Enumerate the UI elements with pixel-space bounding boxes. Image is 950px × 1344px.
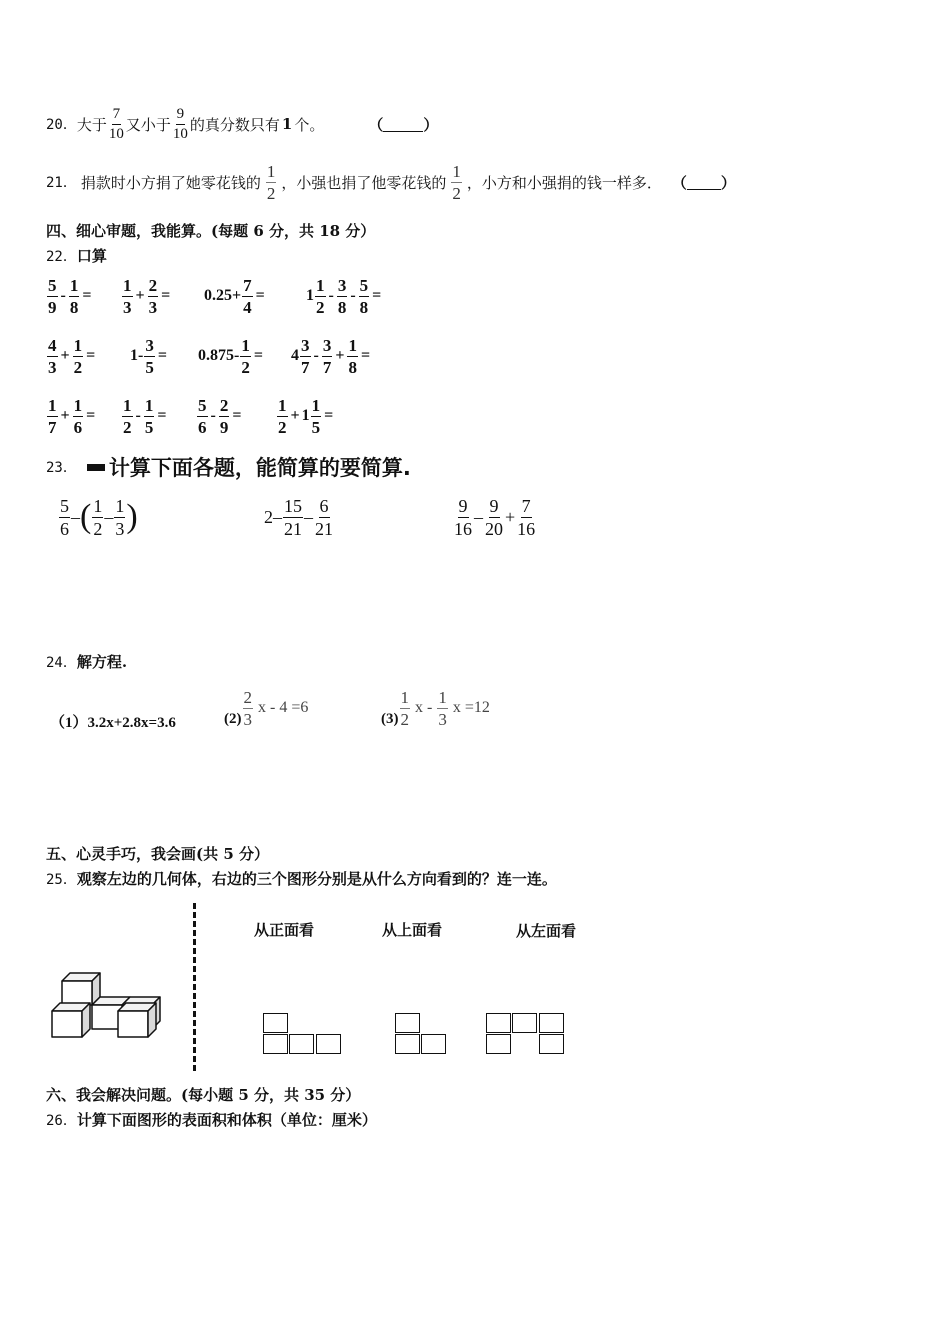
answer-blank[interactable] bbox=[687, 175, 721, 190]
fraction: $\frac{1}{2}$ bbox=[73, 335, 83, 377]
q22-number: 22． bbox=[46, 249, 77, 265]
fraction: $\frac{4}{3}$ bbox=[48, 335, 57, 377]
q21-text-1: 捐款时小方捐了她零花钱的 bbox=[80, 173, 261, 192]
calc-item: 1 $\frac{1}{2}$ - $\frac{3}{8}$ - $\frac{5}{8}$ = bbox=[306, 275, 382, 317]
marker-icon bbox=[87, 464, 105, 471]
q21-text-3: ，小方和小强捐的钱一样多． bbox=[466, 173, 662, 192]
section-4-title: 四、细心审题，我能算。(每题 6 分，共 18 分） bbox=[46, 222, 376, 240]
fraction: $\frac{1}{3}$ bbox=[115, 495, 125, 539]
calc-row-2 bbox=[46, 332, 426, 380]
equation-1: （1）3.2x+2.8x=3.6 bbox=[50, 715, 176, 731]
answer-paren-open: （ bbox=[671, 173, 687, 192]
calc-item: $\frac{1}{3}$ + $\frac{2}{3}$ = bbox=[123, 275, 171, 317]
q21-number: 21． bbox=[46, 175, 77, 191]
fraction: $\frac{1}{7}$ bbox=[48, 395, 57, 437]
fraction: $\frac{1}{3}$ bbox=[438, 687, 447, 729]
fraction: $\frac{15}{21}$ bbox=[284, 495, 302, 539]
fraction: $\frac{1}{5}$ bbox=[311, 395, 321, 437]
q20-text-1: 大于 bbox=[76, 115, 107, 134]
fraction: $\frac{5}{9}$ bbox=[48, 275, 57, 317]
fraction: $\frac{1}{6}$ bbox=[73, 395, 83, 437]
q24-title: 解方程. bbox=[76, 653, 128, 671]
fraction: $\frac{1}{2}$ bbox=[452, 161, 461, 203]
fraction: $\frac{1}{8}$ bbox=[69, 275, 79, 317]
view-shape-2[interactable] bbox=[395, 1013, 449, 1057]
fraction: $\frac{3}{8}$ bbox=[337, 275, 347, 317]
fraction: $\frac{5}{6}$ bbox=[198, 395, 207, 437]
answer-paren-close: ） bbox=[720, 173, 736, 192]
q21-text-2: ，小强也捐了他零花钱的 bbox=[281, 173, 447, 192]
view-label-left: 从左面看 bbox=[516, 922, 577, 940]
calc-item: 1- $\frac{3}{5}$ = bbox=[130, 335, 167, 377]
q23-expr-3: $\frac{9}{16}$ – $\frac{9}{20}$ + $\frac{7}{16}$ bbox=[454, 495, 536, 539]
fraction: $\frac{1}{2}$ bbox=[123, 395, 132, 437]
view-label-top: 从上面看 bbox=[382, 921, 443, 939]
fraction: $\frac{1}{5}$ bbox=[144, 395, 154, 437]
fraction: $\frac{3}{7}$ bbox=[301, 335, 310, 377]
view-shape-3[interactable] bbox=[486, 1013, 566, 1057]
q21-line bbox=[46, 156, 736, 208]
fraction: $\frac{7}{4}$ bbox=[243, 275, 252, 317]
calc-item: $\frac{4}{3}$ + $\frac{1}{2}$ = bbox=[48, 335, 96, 377]
calc-item: $\frac{1}{2}$ - $\frac{1}{5}$ = bbox=[123, 395, 167, 437]
q25-text: 观察左边的几何体，右边的三个图形分别是从什么方向看到的？连一连。 bbox=[76, 870, 557, 888]
q20-text-2: 又小于 bbox=[125, 115, 171, 134]
view-label-front: 从正面看 bbox=[254, 921, 315, 939]
equation-2-rest: x - 4 =6 bbox=[258, 699, 309, 716]
calc-item: $\frac{1}{7}$ + $\frac{1}{6}$ = bbox=[48, 395, 96, 437]
fraction: $\frac{9}{16}$ bbox=[454, 495, 472, 539]
equation-3: (3) $\frac{1}{2}$ x - $\frac{1}{3}$ x =12 bbox=[381, 687, 490, 729]
q20-line bbox=[46, 100, 438, 148]
fraction: $\frac{3}{7}$ bbox=[322, 335, 332, 377]
q23-expr-1: $\frac{5}{6}$ – ( $\frac{1}{2}$ – $\frac{1}{3}$ ) bbox=[60, 495, 138, 539]
calc-item: 4 $\frac{3}{7}$ - $\frac{3}{7}$ + $\frac{1}{8}$ = bbox=[291, 335, 371, 377]
section-6-title: 六、我会解决问题。(每小题 5 分，共 35 分） bbox=[46, 1086, 361, 1104]
fraction: $\frac{3}{5}$ bbox=[145, 335, 154, 377]
q24-heading bbox=[46, 651, 127, 672]
answer-paren-close: ） bbox=[423, 115, 439, 134]
q20-text-3: 的真分数只有 bbox=[189, 115, 280, 134]
q20-count: 1 bbox=[281, 115, 293, 133]
q22-heading bbox=[46, 245, 107, 266]
q23-heading bbox=[46, 452, 411, 482]
equation-3-rest: x =12 bbox=[452, 699, 490, 716]
answer-blank[interactable] bbox=[383, 117, 423, 132]
q22-title: 口算 bbox=[76, 247, 107, 265]
q23-expr-2: 2– $\frac{15}{21}$ – $\frac{6}{21}$ bbox=[264, 495, 333, 539]
calc-item: $\frac{1}{2}$ + 1 $\frac{1}{5}$ = bbox=[278, 395, 334, 437]
equation-2-label: (2) bbox=[224, 711, 242, 727]
equation-3-label: (3) bbox=[381, 711, 399, 727]
calc-item: 0.25+ $\frac{7}{4}$ = bbox=[204, 275, 265, 317]
fraction: $\frac{2}{9}$ bbox=[219, 395, 229, 437]
equation-2 bbox=[224, 684, 308, 732]
fraction: $\frac{5}{8}$ bbox=[359, 275, 369, 317]
q23-title: 计算下面各题，能简算的要简算. bbox=[108, 456, 411, 480]
q20-text-5: 个。 bbox=[294, 115, 325, 134]
calc-item: 0.875- $\frac{1}{2}$ = bbox=[198, 335, 263, 377]
calc-row-1 bbox=[46, 272, 426, 320]
q23-number: 23． bbox=[46, 460, 77, 476]
calc-item: $\frac{5}{6}$ - $\frac{2}{9}$ = bbox=[198, 395, 242, 437]
fraction: $\frac{1}{3}$ bbox=[123, 275, 132, 317]
q20-number: 20． bbox=[46, 117, 77, 133]
fraction: $\frac{7}{16}$ bbox=[517, 495, 536, 539]
fraction: $\frac{2}{3}$ bbox=[148, 275, 158, 317]
q26-number: 26． bbox=[46, 1113, 77, 1129]
fraction: $\frac{2}{3}$ bbox=[243, 687, 252, 729]
q24-number: 24． bbox=[46, 655, 77, 671]
fraction: $\frac{1}{2}$ bbox=[278, 395, 287, 437]
divider-dashed-line bbox=[193, 903, 196, 1071]
q25-question bbox=[46, 868, 557, 889]
fraction: $\frac{9}{20}$ bbox=[485, 495, 503, 539]
fraction: $\frac{7}{10}$ bbox=[108, 105, 124, 142]
calc-item: $\frac{5}{9}$ - $\frac{1}{8}$ = bbox=[48, 275, 92, 317]
q26-text: 计算下面图形的表面积和体积（单位：厘米） bbox=[76, 1111, 377, 1129]
fraction: $\frac{5}{6}$ bbox=[60, 495, 69, 539]
calc-row-3 bbox=[46, 392, 426, 440]
fraction: $\frac{6}{21}$ bbox=[315, 495, 333, 539]
fraction: $\frac{1}{2}$ bbox=[266, 161, 276, 203]
section-5-title: 五、心灵手巧，我会画(共 5 分） bbox=[46, 845, 269, 863]
fraction: $\frac{1}{2}$ bbox=[241, 335, 250, 377]
q25-number: 25． bbox=[46, 872, 77, 888]
fraction: $\frac{9}{10}$ bbox=[172, 105, 188, 142]
fraction: $\frac{1}{2}$ bbox=[316, 275, 325, 317]
answer-paren-open: （ bbox=[368, 115, 384, 134]
geometric-solid-figure bbox=[48, 970, 170, 1042]
fraction: $\frac{1}{2}$ bbox=[93, 495, 103, 539]
fraction: $\frac{1}{8}$ bbox=[348, 335, 357, 377]
view-shape-1[interactable] bbox=[263, 1013, 343, 1057]
fraction: $\frac{1}{2}$ bbox=[400, 687, 409, 729]
q26-question bbox=[46, 1109, 377, 1130]
